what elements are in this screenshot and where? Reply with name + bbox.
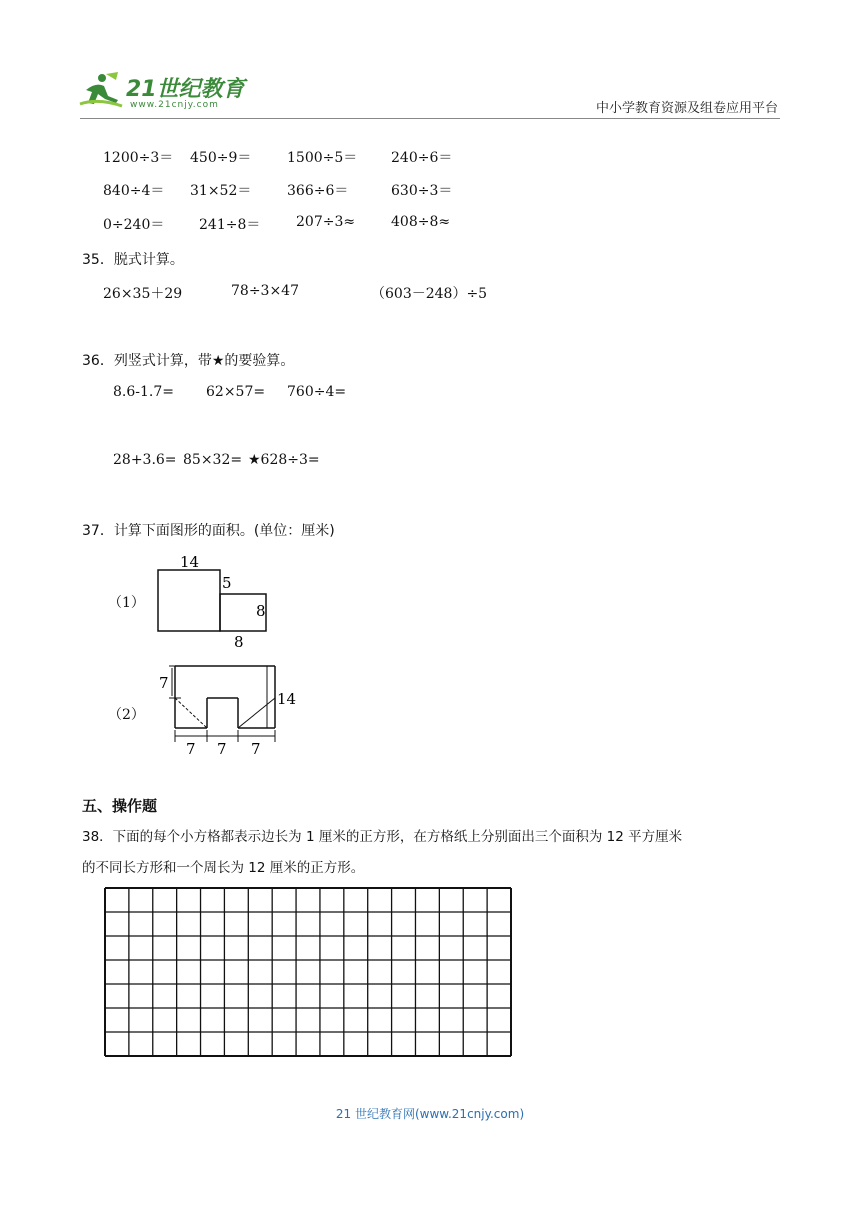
q36-item: 85×32= [183,452,243,468]
fig1-dim: 14 [180,553,200,571]
fig1-dim: 8 [234,633,244,650]
oral-item: 840÷4＝ [103,183,165,199]
oral-item: 1200÷3＝ [103,150,174,166]
oral-item: 241÷8＝ [199,217,261,233]
q38-line2: 的不同长方形和一个周长为 12 厘米的正方形。 [82,860,365,876]
square-grid[interactable] [103,884,523,1064]
footer-text: 21 世纪教育网(www.21cnjy.com) [335,1107,525,1121]
fig2-dim: 14 [277,690,297,708]
q38-line1: 38．下面的每个小方格都表示边长为 1 厘米的正方形，在方格纸上分别面出三个面积为 12 平方厘米 [82,829,683,845]
q35-item: 26×35＋29 [103,286,183,302]
oral-item: 366÷6＝ [287,183,349,199]
oral-item: 31×52＝ [190,183,252,199]
fig2-dim: 7 [217,740,227,758]
q36-item: 28+3.6= [113,452,177,468]
runner-logo-icon [78,70,124,112]
fig2-dim: 7 [251,740,261,758]
oral-item: 0÷240＝ [103,217,165,233]
figure-1 [150,550,280,650]
q36-item: ★628÷3= [248,452,320,468]
fig2-label: （2） [108,707,145,723]
q35-title: 35．脱式计算。 [82,252,184,268]
logo-sub-text: www.21cnjy.com [130,100,219,110]
oral-item: 240÷6＝ [391,150,453,166]
section-5-title: 五、操作题 [82,797,158,815]
oral-item: 408÷8≈ [391,214,451,230]
figure-2 [155,660,305,760]
q35-item: 78÷3×47 [231,283,299,299]
oral-item: 450÷9＝ [190,150,252,166]
q37-title: 37．计算下面图形的面积。(单位：厘米) [82,523,335,539]
oral-item: 1500÷5＝ [287,150,358,166]
fig2-dim: 7 [186,740,196,758]
fig1-label: （1） [108,595,145,611]
header-divider [80,118,780,119]
oral-item: 207÷3≈ [296,214,356,230]
q36-item: 760÷4= [287,384,347,400]
platform-title: 中小学教育资源及组卷应用平台 [595,101,778,116]
oral-item: 630÷3＝ [391,183,453,199]
q36-item: 62×57= [206,384,266,400]
q36-title: 36．列竖式计算，带★的要验算。 [82,353,295,369]
logo-main-text: 21世纪教育 [126,77,245,102]
fig2-dim: 7 [159,674,169,692]
q36-item: 8.6-1.7= [113,384,174,400]
fig1-dim: 8 [256,602,266,620]
fig1-dim: 5 [222,574,232,592]
q35-item: （603－248）÷5 [371,286,488,302]
logo [78,68,248,116]
